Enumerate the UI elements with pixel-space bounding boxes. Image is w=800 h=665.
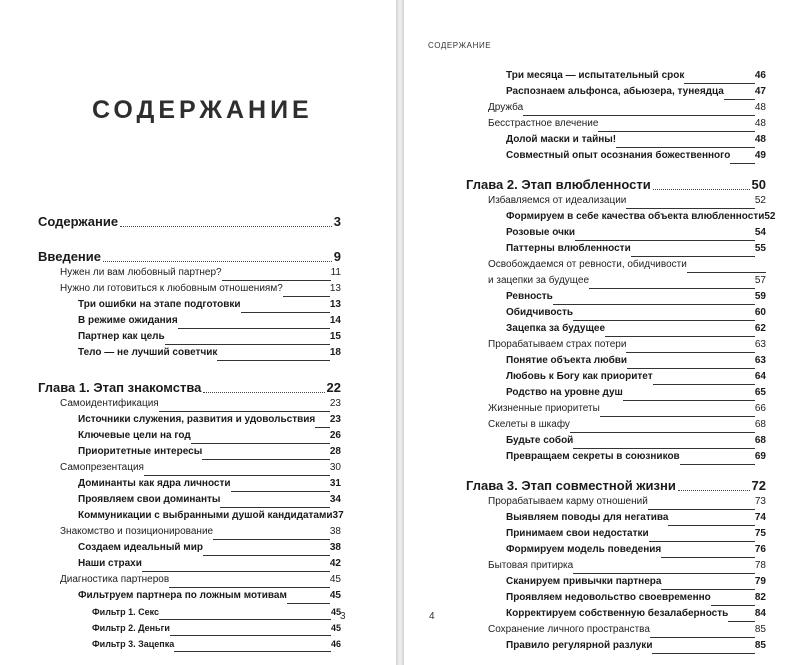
toc-entry-page: 14 — [329, 315, 341, 326]
dot-leader — [120, 225, 332, 227]
toc-entry[interactable] — [38, 636, 341, 652]
toc-entry[interactable] — [38, 313, 341, 329]
toc-entry[interactable] — [466, 385, 766, 401]
leader-line — [241, 312, 330, 313]
toc-entry-page: 69 — [754, 451, 766, 462]
toc-entry-page: 13 — [329, 283, 341, 294]
toc-entry[interactable] — [38, 412, 341, 428]
toc-entry-title: Глава 2. Этап влюбленности — [466, 177, 651, 192]
leader-line — [174, 651, 331, 652]
toc-entry-page: 75 — [754, 528, 766, 539]
toc-entry-title: Корректируем собственную безалаберность — [506, 608, 729, 619]
toc-entry-page: 48 — [754, 134, 766, 145]
toc-entry-title: Обидчивость — [506, 307, 574, 318]
toc-entry-page: 45 — [330, 607, 341, 617]
toc-entry-page: 34 — [329, 494, 341, 505]
leader-line — [191, 443, 330, 444]
toc-entry-title: Три ошибки на этапе подготовки — [78, 299, 241, 310]
toc-entry-page: 48 — [754, 118, 766, 129]
toc-entry-title: и зацепки за будущее — [488, 275, 590, 286]
toc-entry-page: 22 — [326, 380, 341, 395]
toc-entry[interactable] — [466, 289, 766, 305]
leader-line — [626, 352, 754, 353]
toc-spacer — [466, 465, 766, 477]
toc-entry[interactable] — [466, 433, 766, 449]
toc-entry-page: 60 — [754, 307, 766, 318]
toc-entry[interactable] — [38, 444, 341, 460]
toc-entry-title: Прорабатываем страх потери — [488, 339, 627, 350]
leader-line — [203, 555, 330, 556]
toc-entry-title: Фильтр 2. Деньги — [92, 623, 170, 633]
toc-entry-page: 76 — [754, 544, 766, 555]
toc-entry[interactable] — [466, 526, 766, 542]
toc-entry-page: 50 — [751, 177, 766, 192]
leader-line — [653, 384, 755, 385]
toc-entry-page: 47 — [754, 86, 766, 97]
toc-entry[interactable] — [466, 622, 766, 638]
toc-entry[interactable] — [38, 329, 341, 345]
toc-entry-title: Скелеты в шкафу — [488, 419, 570, 430]
toc-entry[interactable] — [38, 476, 341, 492]
dot-leader — [653, 188, 750, 190]
toc-entry-page: 45 — [329, 574, 341, 585]
leader-line — [170, 635, 331, 636]
toc-entry-page: 9 — [333, 249, 341, 264]
toc-entry-title: Освобождаемся от ревности, обидчивости — [488, 259, 687, 270]
toc-chapter-entry[interactable] — [38, 213, 341, 230]
toc-entry-page: 55 — [754, 243, 766, 254]
leader-line — [649, 541, 755, 542]
toc-entry-page: 11 — [330, 267, 341, 278]
leader-line — [570, 432, 755, 433]
toc-spacer — [38, 361, 341, 379]
toc-entry-page: 49 — [754, 150, 766, 161]
toc-entry-page: 54 — [754, 227, 766, 238]
toc-entry-title: Источники служения, развития и удовольствия — [78, 414, 316, 425]
toc-entry-title: Глава 1. Этап знакомства — [38, 380, 202, 395]
toc-entry-title: Фильтр 1. Секс — [92, 607, 159, 617]
toc-entry-title: Доминанты как ядра личности — [78, 478, 231, 489]
toc-entry-page: 31 — [329, 478, 341, 489]
dot-leader — [678, 489, 750, 491]
page-title: СОДЕРЖАНИЕ — [92, 96, 313, 124]
toc-entry-title: Паттерны влюбленности — [506, 243, 631, 254]
toc-entry-page: 63 — [754, 355, 766, 366]
toc-list-left — [38, 213, 344, 652]
toc-entry[interactable] — [466, 638, 766, 654]
toc-entry-page: 23 — [329, 414, 341, 425]
toc-chapter-entry[interactable] — [466, 477, 766, 494]
toc-entry-page: 42 — [329, 558, 341, 569]
toc-entry-page: 57 — [754, 275, 766, 286]
toc-entry-title: Коммуникации с выбранными душой кандидатами — [78, 510, 333, 521]
toc-entry-page: 68 — [754, 435, 766, 446]
toc-entry[interactable] — [466, 417, 766, 433]
toc-entry-title: Превращаем секреты в союзников — [506, 451, 680, 462]
toc-entry-page: 46 — [330, 639, 341, 649]
toc-entry[interactable] — [38, 492, 341, 508]
toc-entry[interactable] — [466, 606, 766, 622]
toc-entry-title: Партнер как цель — [78, 331, 165, 342]
toc-entry-page: 52 — [754, 195, 766, 206]
toc-entry-title: Жизненные приоритеты — [488, 403, 600, 414]
toc-entry[interactable] — [466, 100, 766, 116]
toc-chapter-entry[interactable] — [466, 176, 766, 193]
toc-entry-title: Правило регулярной разлуки — [506, 640, 653, 651]
toc-entry-title: Тело — не лучший советчик — [78, 347, 218, 358]
toc-entry[interactable] — [466, 337, 766, 353]
toc-chapter-entry[interactable] — [38, 248, 341, 265]
toc-entry-title: Прорабатываем карму отношений — [488, 496, 648, 507]
toc-entry-page: 79 — [754, 576, 766, 587]
toc-list-right — [466, 68, 776, 654]
toc-entry[interactable] — [466, 353, 766, 369]
toc-entry-page: 65 — [754, 387, 766, 398]
toc-entry-title: Сохранение личного пространства — [488, 624, 650, 635]
toc-entry-title: Проявляем недовольство своевременно — [506, 592, 711, 603]
toc-entry-page: 59 — [754, 291, 766, 302]
leader-line — [217, 360, 329, 361]
toc-entry[interactable] — [38, 265, 341, 281]
book-gutter — [396, 0, 404, 665]
toc-entry-page: 18 — [329, 347, 341, 358]
toc-spacer — [466, 164, 766, 176]
running-head: СОДЕРЖАНИЕ — [428, 41, 492, 50]
toc-entry[interactable] — [38, 428, 341, 444]
toc-entry-title: Любовь к Богу как приоритет — [506, 371, 653, 382]
toc-entry-page: 66 — [754, 403, 766, 414]
toc-entry-title: Знакомство и позиционирование — [60, 526, 214, 537]
toc-entry[interactable] — [38, 460, 341, 476]
toc-entry[interactable] — [38, 572, 341, 588]
toc-entry-title: В режиме ожидания — [78, 315, 178, 326]
dot-leader — [203, 391, 324, 393]
left-page — [0, 0, 396, 665]
toc-entry-page: 23 — [329, 398, 341, 409]
toc-entry[interactable] — [38, 345, 341, 361]
toc-entry-page: 26 — [329, 430, 341, 441]
leader-line — [652, 653, 754, 654]
toc-entry-title: Ключевые цели на год — [78, 430, 191, 441]
leader-line — [600, 416, 755, 417]
toc-chapter-entry[interactable] — [38, 379, 341, 396]
toc-entry-title: Зацепка за будущее — [506, 323, 606, 334]
leader-line — [668, 525, 754, 526]
toc-entry[interactable] — [466, 209, 776, 225]
toc-entry-page: 78 — [754, 560, 766, 571]
toc-entry-title: Бесстрастное влечение — [488, 118, 599, 129]
toc-entry[interactable] — [38, 281, 341, 297]
dot-leader — [103, 260, 332, 262]
toc-entry-page: 72 — [751, 478, 766, 493]
leader-line — [231, 491, 330, 492]
leader-line — [315, 427, 330, 428]
toc-entry-page: 48 — [754, 102, 766, 113]
toc-entry-title: Формируем в себе качества объекта влюбленности — [506, 211, 765, 222]
leader-line — [623, 400, 755, 401]
toc-entry[interactable] — [466, 574, 766, 590]
leader-line — [178, 328, 330, 329]
toc-entry[interactable] — [466, 225, 766, 241]
toc-entry-page: 64 — [754, 371, 766, 382]
toc-entry[interactable] — [38, 588, 341, 604]
toc-entry-page: 84 — [754, 608, 766, 619]
toc-entry-title: Проявляем свои доминанты — [78, 494, 221, 505]
toc-entry-title: Создаем идеальный мир — [78, 542, 203, 553]
toc-entry-page: 28 — [329, 446, 341, 457]
toc-entry-page: 13 — [329, 299, 341, 310]
leader-line — [287, 603, 330, 604]
toc-entry[interactable] — [466, 193, 766, 209]
toc-entry-title: Будьте собой — [506, 435, 574, 446]
toc-entry-title: Бытовая притирка — [488, 560, 574, 571]
page-number: 3 — [340, 611, 346, 622]
toc-entry-page: 30 — [329, 462, 341, 473]
toc-entry-title: Избавляемся от идеализации — [488, 195, 627, 206]
toc-entry[interactable] — [38, 396, 341, 412]
leader-line — [589, 288, 755, 289]
toc-entry-title: Самопрезентация — [60, 462, 144, 473]
toc-entry[interactable] — [466, 590, 766, 606]
toc-entry[interactable] — [466, 241, 766, 257]
toc-entry[interactable] — [38, 620, 341, 636]
toc-entry[interactable] — [466, 257, 766, 273]
toc-entry[interactable] — [466, 510, 766, 526]
toc-entry-page: 15 — [329, 331, 341, 342]
toc-entry[interactable] — [466, 558, 766, 574]
toc-entry-page: 73 — [754, 496, 766, 507]
toc-entry[interactable] — [466, 132, 766, 148]
toc-entry-title: Глава 3. Этап совместной жизни — [466, 478, 676, 493]
leader-line — [213, 539, 330, 540]
toc-entry-title: Фильтр 3. Зацепка — [92, 639, 175, 649]
toc-entry-title: Понятие объекта любви — [506, 355, 628, 366]
toc-entry-title: Нужно ли готовиться к любовным отношениям? — [60, 283, 283, 294]
toc-entry[interactable] — [466, 305, 766, 321]
toc-entry-title: Долой маски и тайны! — [506, 134, 617, 145]
toc-entry-title: Совместный опыт осознания божественного — [506, 150, 731, 161]
toc-entry-page: 85 — [754, 640, 766, 651]
toc-entry-page: 62 — [754, 323, 766, 334]
toc-entry[interactable] — [466, 542, 766, 558]
leader-line — [598, 131, 754, 132]
toc-entry-title: Родство на уровне душ — [506, 387, 623, 398]
page-number: 4 — [429, 611, 435, 622]
toc-entry-page: 46 — [754, 70, 766, 81]
toc-entry-page: 52 — [764, 211, 776, 222]
toc-entry-page: 63 — [754, 339, 766, 350]
toc-entry-page: 85 — [754, 624, 766, 635]
toc-entry[interactable] — [38, 524, 341, 540]
leader-line — [202, 459, 330, 460]
leader-line — [142, 571, 330, 572]
toc-entry[interactable] — [466, 494, 766, 510]
toc-entry[interactable] — [466, 84, 766, 100]
toc-entry[interactable] — [466, 148, 766, 164]
toc-entry-title: Принимаем свои недостатки — [506, 528, 649, 539]
toc-entry-title: Введение — [38, 249, 101, 264]
toc-entry[interactable] — [466, 369, 766, 385]
leader-line — [661, 557, 755, 558]
toc-entry[interactable] — [466, 116, 766, 132]
leader-line — [728, 621, 755, 622]
toc-entry[interactable] — [38, 540, 341, 556]
toc-entry[interactable] — [466, 321, 766, 337]
leader-line — [650, 637, 755, 638]
toc-entry[interactable] — [466, 401, 766, 417]
toc-entry-title: Фильтруем партнера по ложным мотивам — [78, 590, 287, 601]
toc-entry-title: Самоидентификация — [60, 398, 159, 409]
leader-line — [159, 619, 331, 620]
toc-entry-title: Диагностика партнеров — [60, 574, 170, 585]
leader-line — [553, 304, 755, 305]
toc-entry-page: 82 — [754, 592, 766, 603]
toc-entry-title: Приоритетные интересы — [78, 446, 203, 457]
toc-entry-title: Розовые очки — [506, 227, 576, 238]
toc-entry[interactable] — [38, 297, 341, 313]
toc-entry-title: Сканируем привычки партнера — [506, 576, 662, 587]
toc-entry-page: 38 — [329, 526, 341, 537]
toc-entry[interactable] — [466, 273, 766, 289]
toc-entry[interactable] — [466, 68, 766, 84]
toc-entry-page: 45 — [329, 590, 341, 601]
toc-entry-title: Нужен ли вам любовный партнер? — [60, 267, 222, 278]
toc-entry-title: Ревность — [506, 291, 553, 302]
toc-entry-page: 45 — [330, 623, 341, 633]
toc-entry-page: 74 — [754, 512, 766, 523]
toc-entry-title: Три месяца — испытательный срок — [506, 70, 685, 81]
leader-line — [680, 464, 755, 465]
toc-entry-title: Распознаем альфонса, абьюзера, тунеядца — [506, 86, 724, 97]
toc-entry-page: 37 — [332, 510, 344, 521]
leader-line — [724, 99, 755, 100]
right-page — [404, 0, 800, 665]
toc-entry[interactable] — [38, 604, 341, 620]
leader-line — [605, 336, 755, 337]
toc-entry[interactable] — [38, 556, 341, 572]
toc-entry-title: Формируем модель поведения — [506, 544, 662, 555]
toc-entry-title: Выявляем поводы для негатива — [506, 512, 669, 523]
toc-entry[interactable] — [38, 508, 344, 524]
toc-entry[interactable] — [466, 449, 766, 465]
toc-entry-title: Дружба — [488, 102, 524, 113]
toc-entry-page: 38 — [329, 542, 341, 553]
toc-spacer — [38, 230, 341, 248]
toc-entry-title: Содержание — [38, 214, 119, 229]
leader-line — [283, 296, 330, 297]
toc-entry-title: Наши страхи — [78, 558, 142, 569]
leader-line — [730, 163, 755, 164]
toc-entry-page: 68 — [754, 419, 766, 430]
toc-entry-page: 3 — [333, 214, 341, 229]
